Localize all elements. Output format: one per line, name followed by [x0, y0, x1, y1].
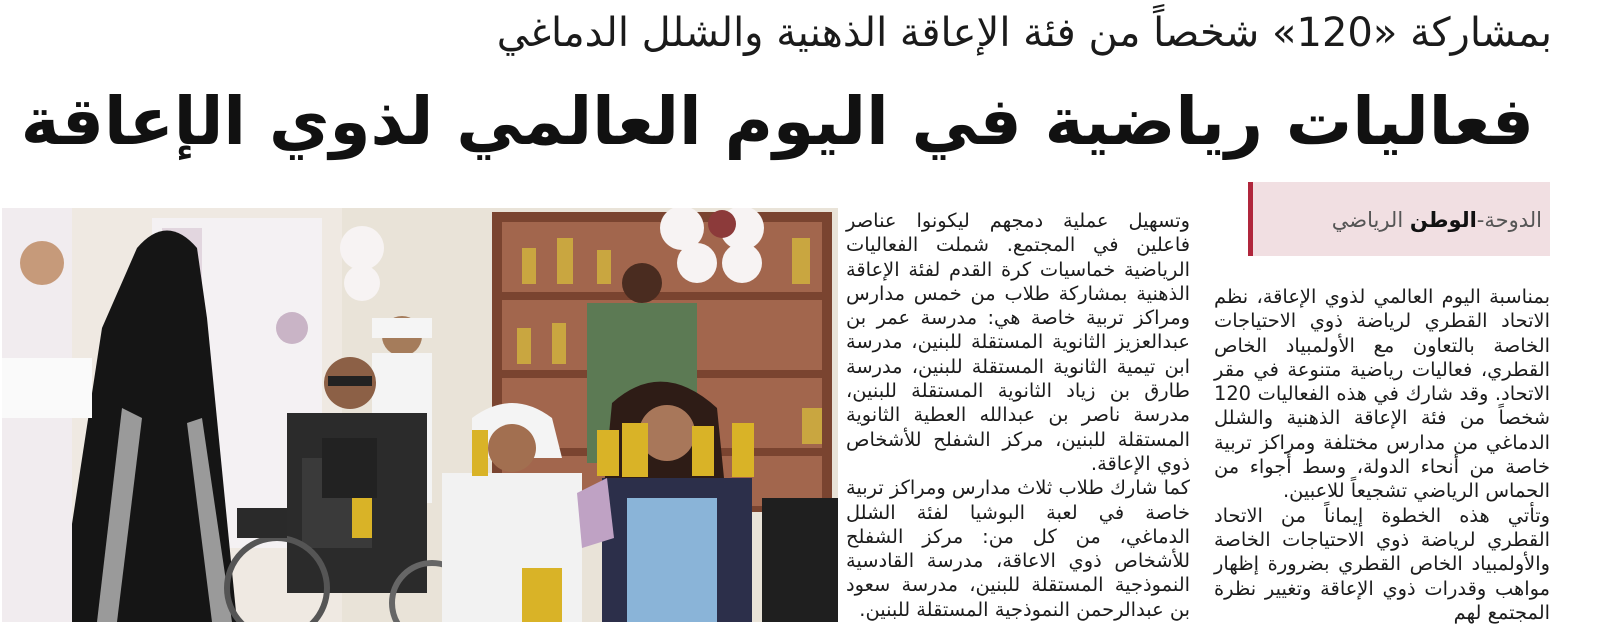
- article-byline: [1248, 182, 1550, 256]
- article-headline: فعاليات رياضية في اليوم العالمي لذوي الإعاقة: [20, 83, 1534, 160]
- byline-city: الدوحة-: [1476, 208, 1542, 232]
- photo-illustration: [2, 208, 838, 622]
- article-photo: [2, 208, 838, 622]
- byline-section: الرياضي: [1331, 208, 1404, 232]
- paragraph: وتأتي هذه الخطوة إيماناً من الاتحاد القطري لرياضة ذوي الاحتياجات الخاصة والأولمبياد الخاص القطري بضرورة إظهار مواهب وقدرات ذوي الإعاقة وتغيير نظرة المجتمع لهم: [1214, 503, 1550, 624]
- article-kicker: بمشاركة «120» شخصاً من فئة الإعاقة الذهنية والشلل الدماغي: [496, 10, 1552, 56]
- paragraph: بمناسبة اليوم العالمي لذوي الإعاقة، نظم الاتحاد القطري لرياضة ذوي الاحتياجات الخاصة بالتعاون مع الأولمبياد الخاص القطري، فعاليات رياضية متنوعة في مقر الاتحاد. وقد شارك في هذه الفعاليات 120 شخصاً من فئة الإعاقة الذهنية والشلل الدماغي من مدارس مختلفة ومراكز تربية خاصة من أنحاء الدولة، وسط أجواء من الحماس الرياضي تشجيعاً للاعبين.: [1214, 285, 1550, 503]
- article-column-middle: [846, 209, 1190, 622]
- paragraph: كما شارك طلاب ثلاث مدارس ومراكز تربية خاصة في لعبة البوشيا لفئة الشلل الدماغي، من كل من: مركز الشفلح للأشخاص ذوي الاعاقة، مدرسة القادسية النموذجية المستقلة للبنين، مدرسة سعود بن عبدالرحمن النموذجية المستقلة للبنين.: [846, 476, 1190, 621]
- byline-paper: الوطن: [1409, 208, 1477, 232]
- article-column-right: [1214, 285, 1550, 625]
- paragraph: وتسهيل عملية دمجهم ليكونوا عناصر فاعلين في المجتمع. شملت الفعاليات الرياضية خماسيات كرة القدم لفئة الإعاقة الذهنية بمشاركة طلاب من خمس مدارس ومراكز تربية خاصة هي: مدرسة عمر بن عبدالعزيز الثانوية المستقلة للبنين، مدرسة ابن تيمية الثانوية المستقلة للبنين، مدرسة طارق بن زياد الثانوية المستقلة للبنين، مدرسة ناصر بن عبدالله العطية الثانوية المستقلة للبنين، مركز الشفلح للأشخاص ذوي الإعاقة.: [846, 209, 1190, 475]
